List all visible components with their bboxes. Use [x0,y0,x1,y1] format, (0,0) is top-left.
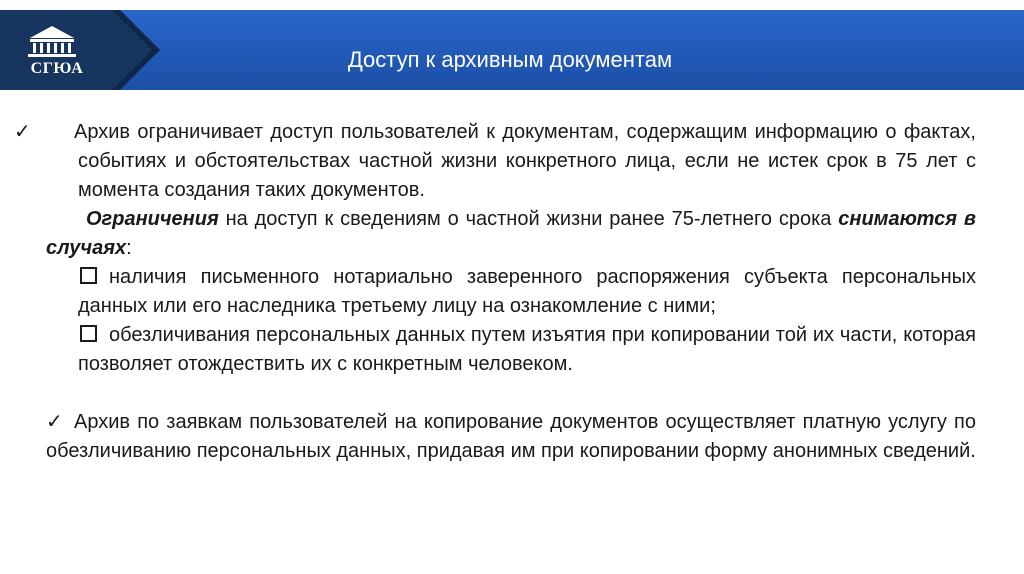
case-item [46,263,976,321]
checkmark-icon: ✓ [14,121,31,143]
logo-text: СГЮА [30,60,84,77]
restriction-paragraph [46,205,976,263]
checkbox-icon [80,267,97,284]
logo [0,10,160,90]
point-archive-restricts [14,118,976,205]
point-text: Архив по заявкам пользователей на копирование документов осуществляет платную услугу по обезличиванию персональных данных, придавая им при копировании форму анонимных сведений. [46,411,976,462]
content-body [14,118,976,466]
case-text: обезличивания персональных данных путем изъятия при копировании той их части, которая позволяет отождествить их с конкретным человеком. [78,324,976,375]
checkbox-icon [80,325,97,342]
restriction-text: на доступ к сведениям о частной жизни ранее 75-летнего срока [218,208,839,230]
logo-emblem-icon [0,10,160,90]
point-text: Архив ограничивает доступ пользователей к документам, содержащим информацию о фактах, событиях и обстоятельствах частной жизни конкретного лица, если не истек срок в 75 лет с момента создания таких документов. [74,121,976,201]
emphasis-restrictions: Ограничения [86,208,219,230]
page-title: Доступ к архивным документам [347,47,673,72]
case-text: наличия письменного нотариально заверенного распоряжения субъекта персональных данных или его наследника третьему лицу на ознакомление с ними; [78,266,976,317]
case-item [46,321,976,379]
restriction-colon: : [126,237,132,259]
point-archive-service [46,408,976,466]
emphasis-removed-in-cases: снимаются в случаях [46,208,976,259]
checkmark-icon: ✓ [46,411,63,433]
